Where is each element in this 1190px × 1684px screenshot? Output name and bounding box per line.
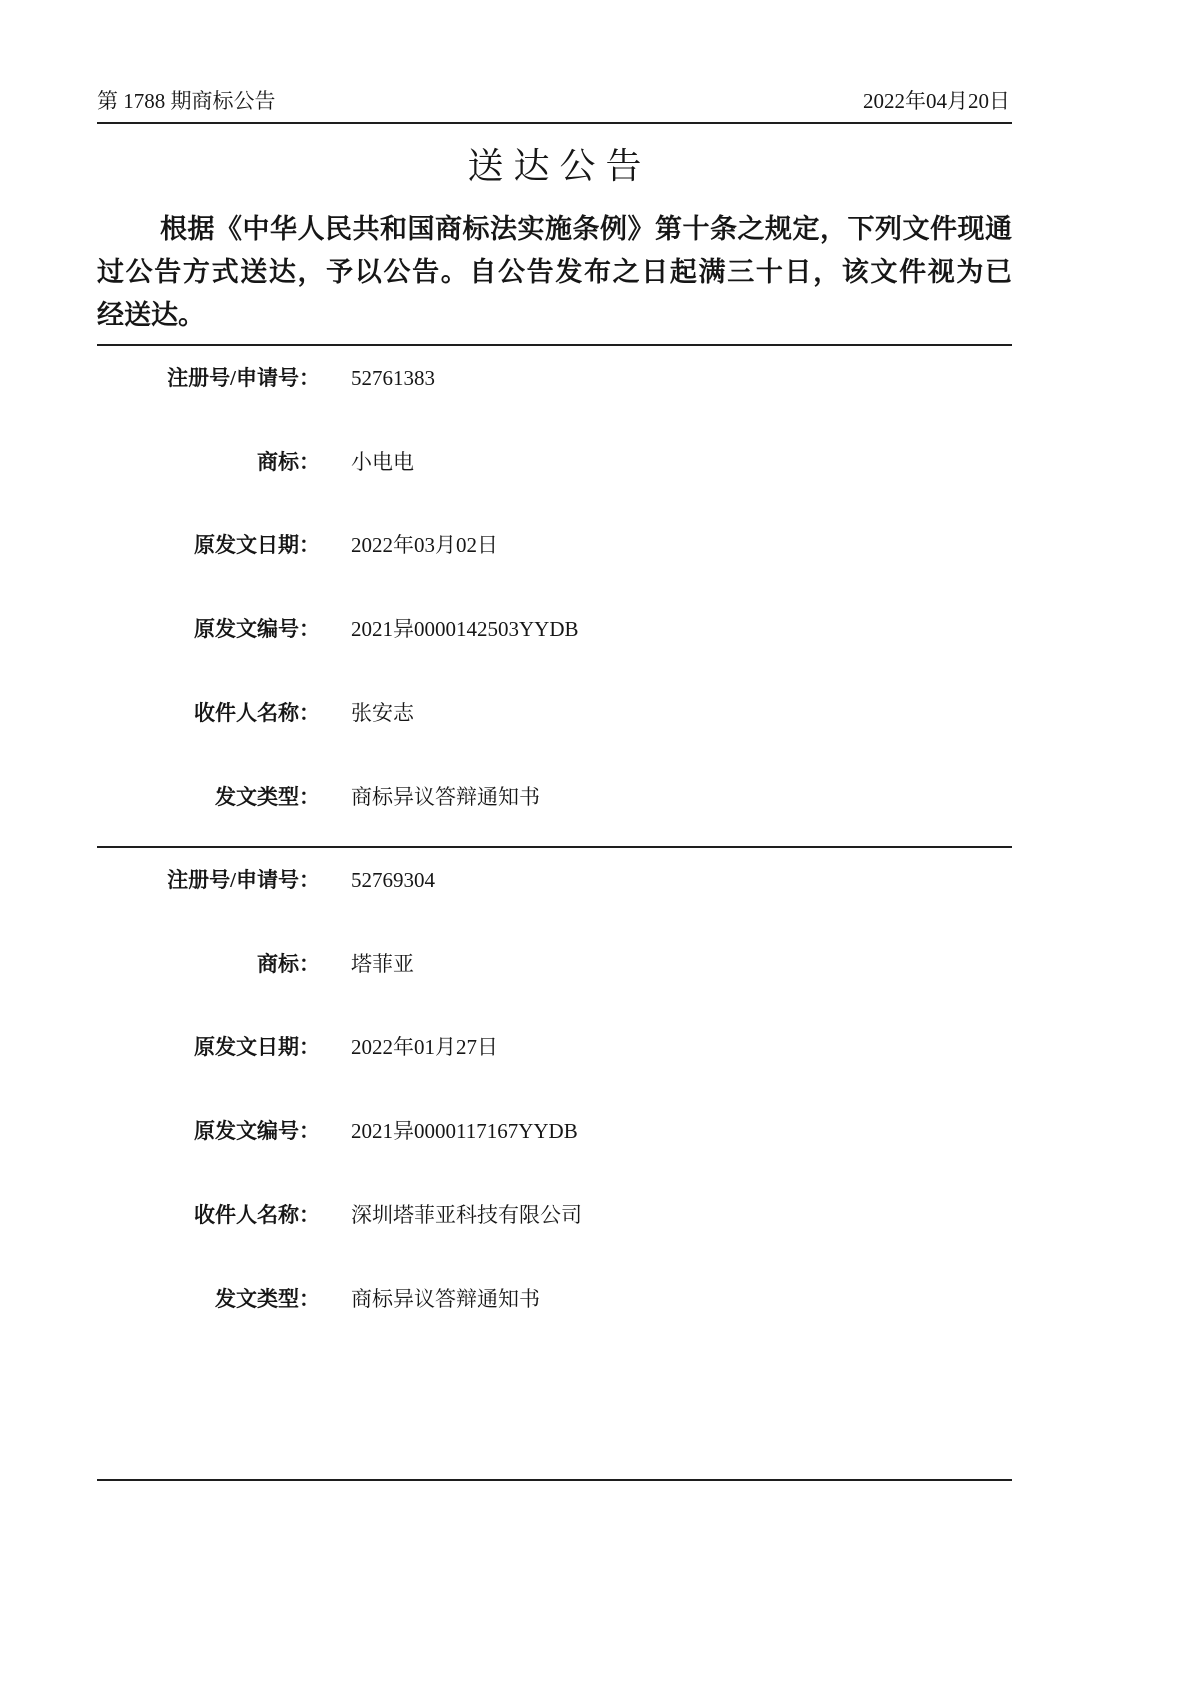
trademark-row: [0, 949, 1190, 979]
document-number-label: 原发文编号：: [194, 617, 320, 641]
notice-record: [0, 865, 1190, 1315]
intro-paragraph: [97, 208, 1012, 337]
document-type-label: 发文类型：: [215, 1287, 320, 1311]
trademark-label: 商标：: [257, 952, 320, 976]
document-type-label: 发文类型：: [215, 785, 320, 809]
publication-date: 2022年04月20日: [863, 89, 1010, 113]
recipient-row: [0, 698, 1190, 728]
registration-number-label: 注册号/申请号：: [167, 366, 320, 390]
intro-line: 过公告方式送达，予以公告。自公告发布之日起满三十日，该文件视为已: [97, 257, 1012, 287]
trademark-value: 小电电: [351, 450, 414, 474]
intro-line: 经送达。: [97, 300, 205, 330]
header-divider: [97, 122, 1012, 124]
trademark-value: 塔菲亚: [351, 952, 414, 976]
original-date-label: 原发文日期：: [194, 1035, 320, 1059]
recipient-label: 收件人名称：: [194, 1203, 320, 1227]
document-number-row: [0, 614, 1190, 644]
document-type-value: 商标异议答辩通知书: [351, 1287, 540, 1311]
notice-record: [0, 363, 1190, 813]
document-number-value: 2021异0000142503YYDB: [351, 617, 579, 641]
recipient-value: 张安志: [351, 701, 414, 725]
section-divider: [97, 344, 1012, 346]
trademark-row: [0, 447, 1190, 477]
document-number-label: 原发文编号：: [194, 1119, 320, 1143]
registration-number-value: 52769304: [351, 868, 435, 892]
original-date-row: [0, 1032, 1190, 1062]
original-date-value: 2022年01月27日: [351, 1035, 498, 1059]
registration-number-row: [0, 363, 1190, 393]
registration-number-row: [0, 865, 1190, 895]
trademark-label: 商标：: [257, 450, 320, 474]
record-divider: [97, 846, 1012, 848]
recipient-label: 收件人名称：: [194, 701, 320, 725]
original-date-value: 2022年03月02日: [351, 533, 498, 557]
registration-number-value: 52761383: [351, 366, 435, 390]
footer-divider: [97, 1479, 1012, 1481]
document-number-row: [0, 1116, 1190, 1146]
page-header: [97, 88, 1010, 114]
document-number-value: 2021异0000117167YYDB: [351, 1119, 578, 1143]
original-date-row: [0, 530, 1190, 560]
document-type-row: [0, 1284, 1190, 1314]
intro-line: 根据《中华人民共和国商标法实施条例》第十条之规定，下列文件现通: [160, 214, 1012, 244]
recipient-row: [0, 1200, 1190, 1230]
document-type-row: [0, 782, 1190, 812]
issue-number: 第 1788 期商标公告: [97, 89, 276, 113]
document-type-value: 商标异议答辩通知书: [351, 785, 540, 809]
registration-number-label: 注册号/申请号：: [167, 868, 320, 892]
original-date-label: 原发文日期：: [194, 533, 320, 557]
recipient-value: 深圳塔菲亚科技有限公司: [351, 1203, 582, 1227]
page-title: 送达公告: [467, 146, 652, 186]
